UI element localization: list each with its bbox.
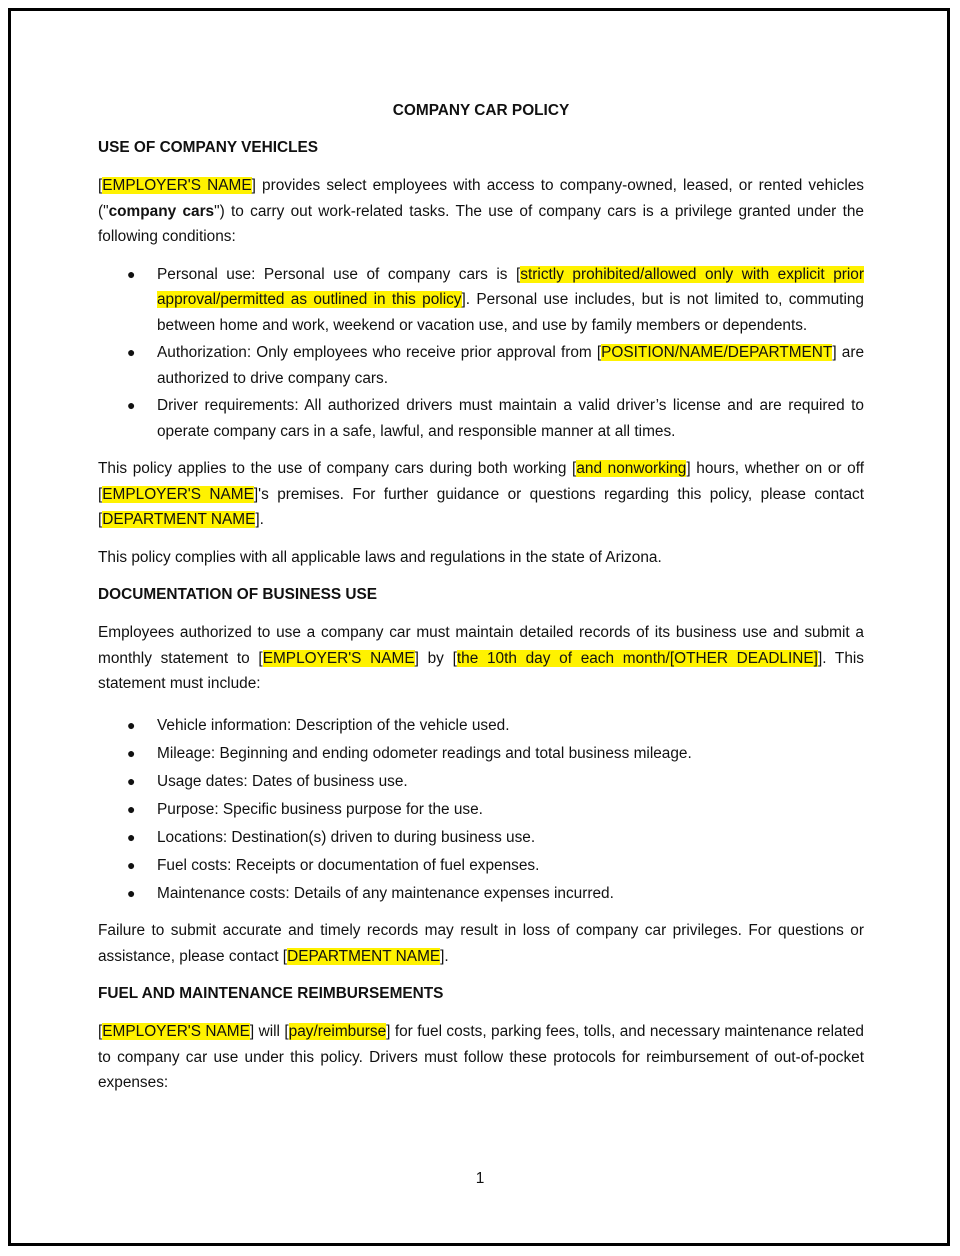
intro-paragraph: [EMPLOYER'S NAME] provides select employees with access to company-owned, leased, or rented vehicles ("company cars") to carry out work-related tasks. The use of company cars is a privilege granted under the following conditions: [98, 177, 864, 245]
list-item: ● Locations: Destination(s) driven to during business use. [98, 825, 864, 851]
placeholder-employer-name: EMPLOYER'S NAME [262, 649, 415, 667]
list-item: ● Maintenance costs: Details of any maintenance expenses incurred. [98, 881, 864, 907]
section-heading-use-of-company-vehicles: USE OF COMPANY VEHICLES [98, 139, 319, 156]
compliance-paragraph: This policy complies with all applicable laws and regulations in the state of Arizona. [98, 548, 662, 566]
placeholder-employer-name: EMPLOYER'S NAME [102, 1023, 250, 1040]
failure-paragraph: Failure to submit accurate and timely records may result in loss of company car privileges. For questions or assistance, please contact [DEPARTMENT NAME]. [98, 922, 864, 965]
document-body [98, 98, 864, 1108]
bullet-icon: ● [127, 800, 136, 817]
placeholder-department-name: DEPARTMENT NAME [102, 511, 256, 528]
bullet-icon: ● [127, 397, 136, 413]
list-item-personal-use: ● Personal use: Personal use of company cars is [strictly prohibited/allowed only with explicit prior approval/permitted as outlined in this policy]. Personal use includes, but is not limited to, commuting between home and work, weekend or vacation use, and use by family members or dependents. [98, 262, 864, 339]
section-heading-fuel-maintenance: FUEL AND MAINTENANCE REIMBURSEMENTS [98, 985, 444, 1002]
bullet-icon: ● [127, 744, 136, 761]
placeholder-pay-reimburse: pay/reimburse [288, 1023, 387, 1040]
placeholder-department-name: DEPARTMENT NAME [287, 947, 441, 965]
placeholder-deadline: the 10th day of each month/[OTHER DEADLINE] [456, 649, 818, 667]
list-item: ● Fuel costs: Receipts or documentation of fuel expenses. [98, 853, 864, 879]
bullet-icon: ● [127, 856, 136, 873]
placeholder-employer-name: EMPLOYER'S NAME [102, 485, 254, 503]
bullet-icon: ● [127, 716, 136, 733]
bullet-icon: ● [127, 772, 136, 789]
section-heading-documentation: DOCUMENTATION OF BUSINESS USE [98, 586, 378, 603]
list-item: ● Usage dates: Dates of business use. [98, 769, 864, 795]
bullet-icon: ● [127, 265, 136, 282]
list-item: ● Mileage: Beginning and ending odometer readings and total business mileage. [98, 741, 864, 767]
list-item-authorization: ● Authorization: Only employees who receive prior approval from [POSITION/NAME/DEPARTMENT] are authorized to drive company cars. [98, 340, 864, 391]
placeholder-employer-name: EMPLOYER'S NAME [102, 177, 252, 194]
bullet-icon: ● [127, 828, 136, 845]
statement-requirements-list [98, 713, 864, 907]
applies-paragraph: This policy applies to the use of company cars during both working [and nonworking] hours, whether on or off [EMPLOYER'S NAME]'s premises. For further guidance or questions regarding this policy, please contact [DEPARTMENT NAME]. [98, 460, 864, 528]
page-number: 1 [475, 1170, 485, 1187]
document-title: COMPANY CAR POLICY [392, 102, 570, 119]
placeholder-personal-use-options: strictly prohibited/allowed only with explicit prior approval/permitted as outlined in this policy [157, 265, 864, 308]
placeholder-nonworking: and nonworking [576, 460, 687, 477]
placeholder-position-name-department: POSITION/NAME/DEPARTMENT [601, 344, 833, 361]
reimbursement-paragraph: [EMPLOYER'S NAME] will [pay/reimburse] for fuel costs, parking fees, tolls, and necessary maintenance related to company car use under this policy. Drivers must follow these protocols for reimbursement of out-of-pocket expenses: [98, 1023, 864, 1091]
bullet-icon: ● [127, 884, 136, 901]
defined-term: company cars [108, 202, 215, 220]
list-item: ● Vehicle information: Description of the vehicle used. [98, 713, 864, 739]
list-item-driver-requirements: ● Driver requirements: All authorized drivers must maintain a valid driver’s license and are required to operate company cars in a safe, lawful, and responsible manner at all times. [98, 393, 864, 444]
list-item: ● Purpose: Specific business purpose for the use. [98, 797, 864, 823]
conditions-list [98, 262, 864, 445]
bullet-icon: ● [127, 344, 136, 360]
documentation-paragraph: Employees authorized to use a company car must maintain detailed records of its business use and submit a monthly statement to [EMPLOYER'S NAME] by [the 10th day of each month/[OTHER DEADLINE]]. This statement must include: [98, 624, 864, 692]
